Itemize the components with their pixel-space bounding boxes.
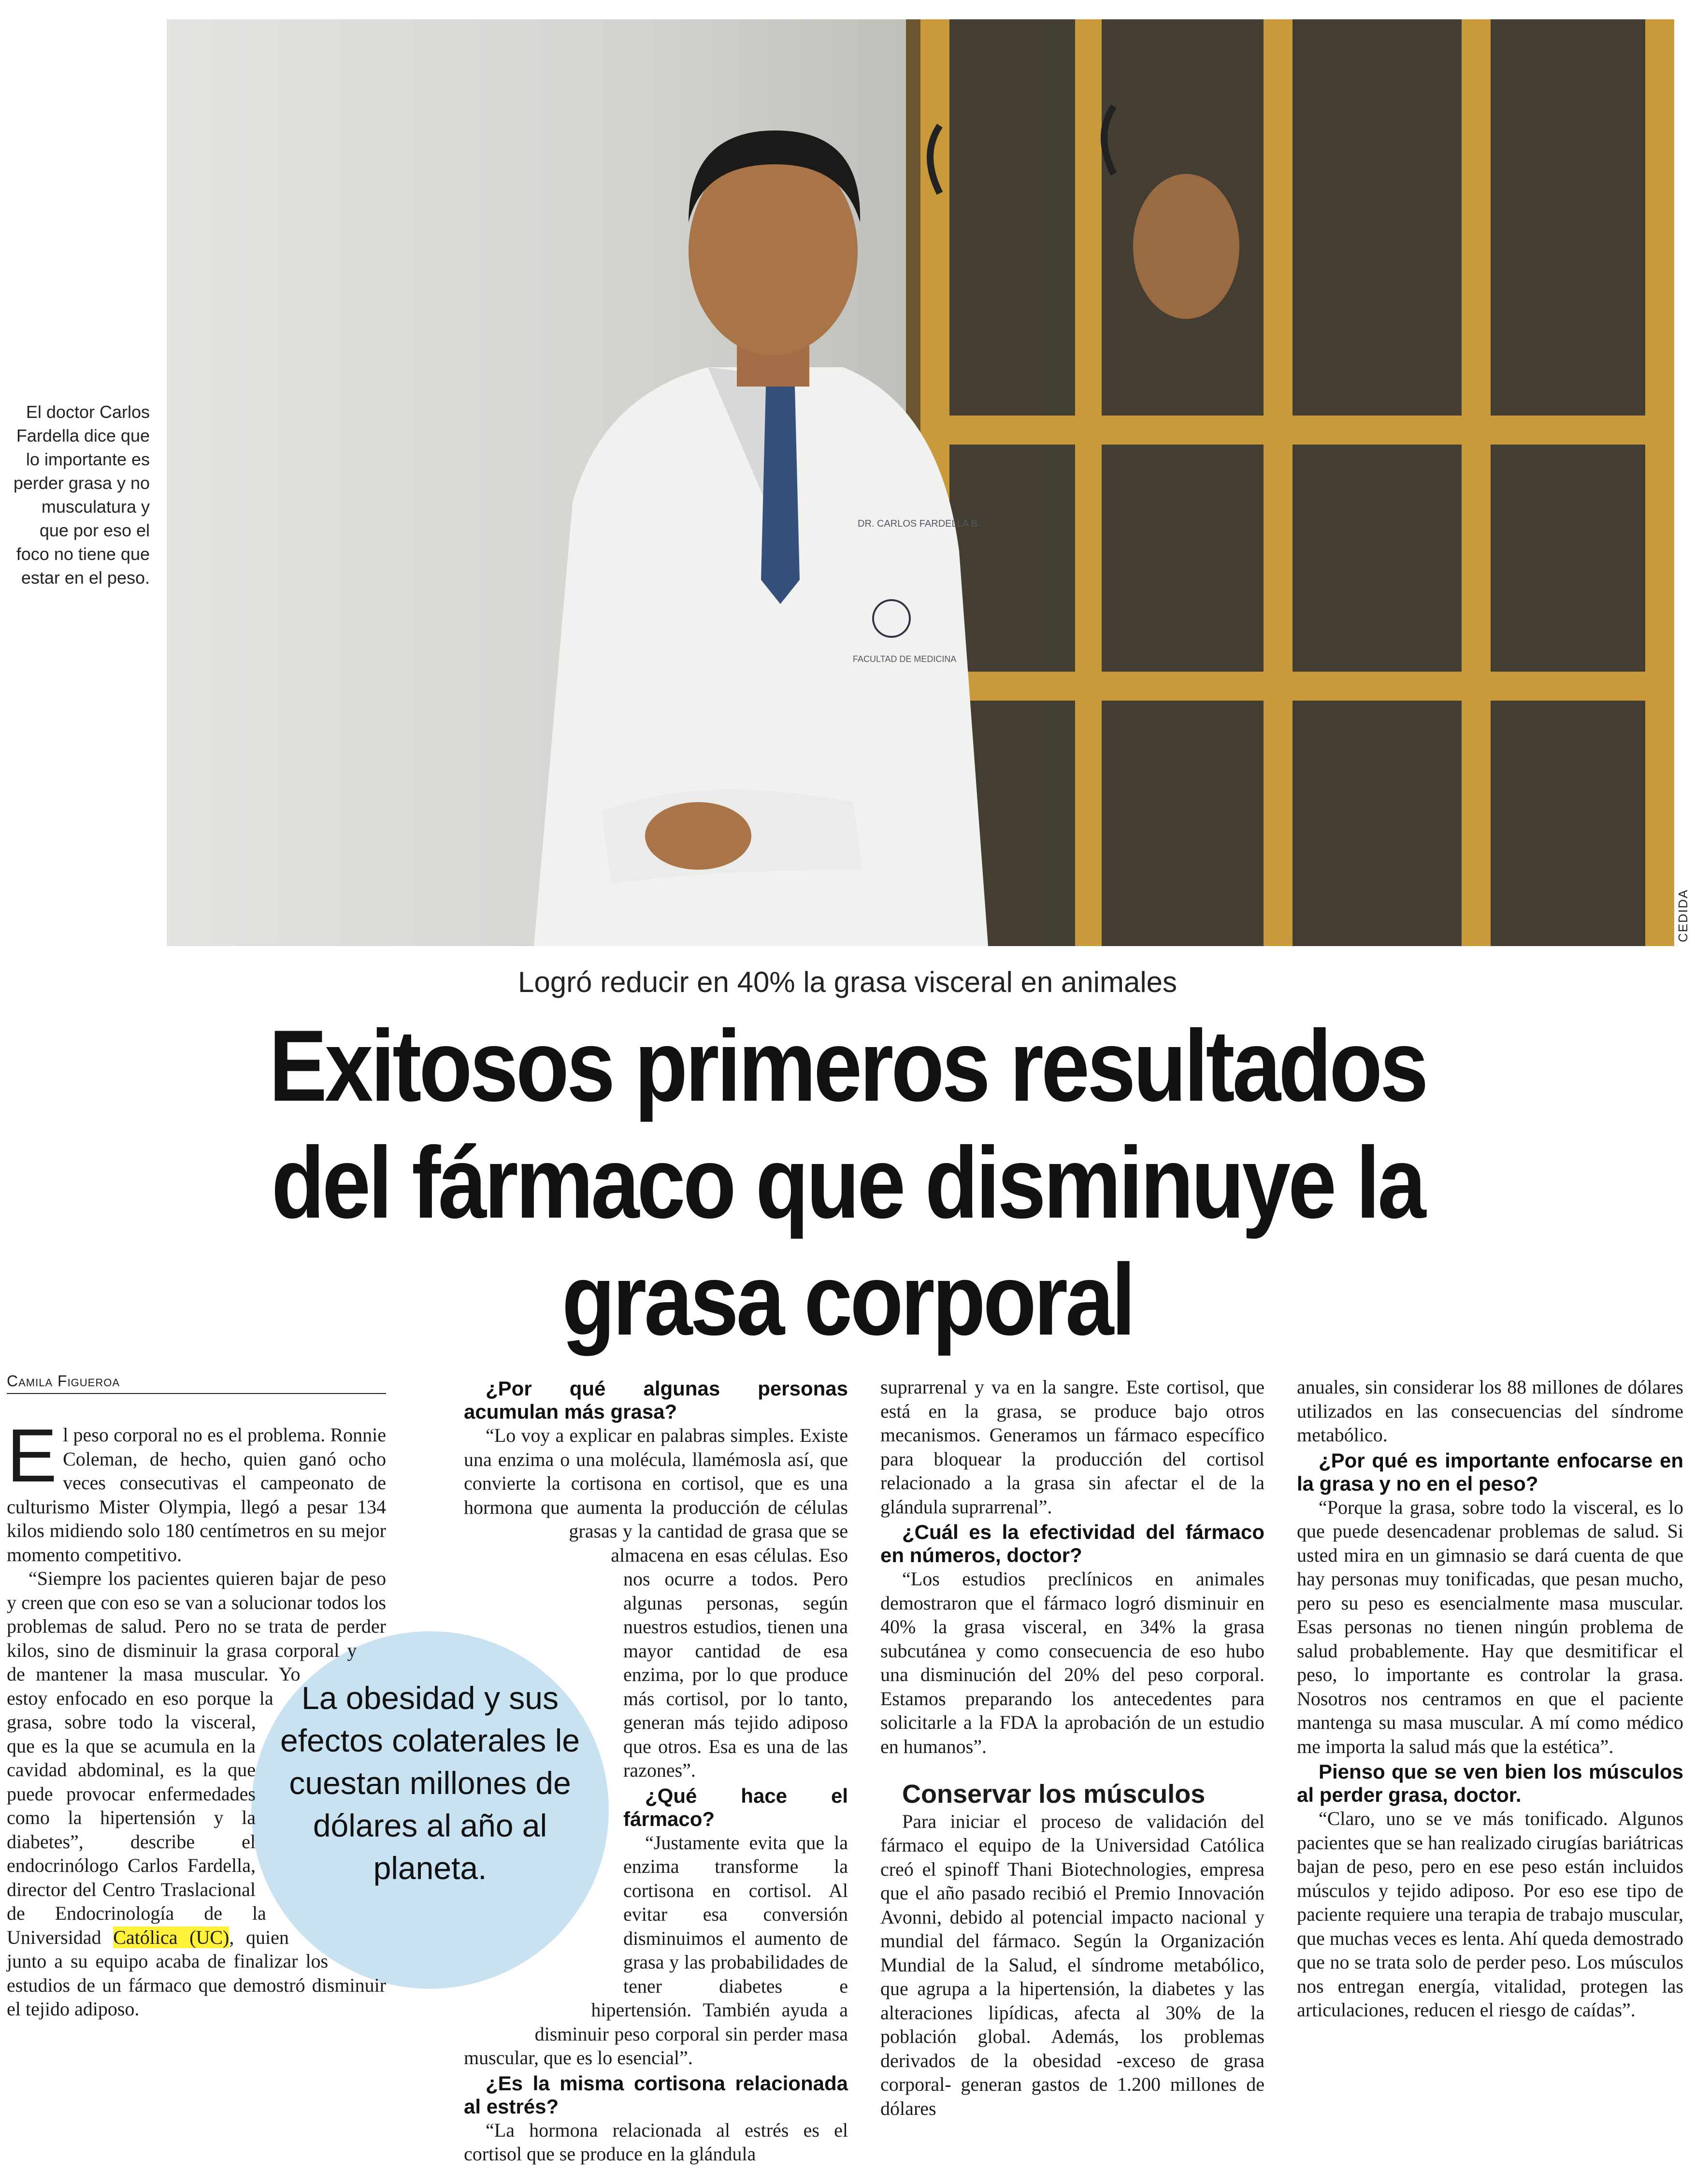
question: ¿Qué hace el fármaco?: [623, 1784, 848, 1830]
answer: “La hormona relacionada al estrés es el cortisol que se produce en la glándula: [464, 2119, 848, 2165]
answer: “Justamente evita que la enzima transforme la cortisona en cortisol. Al evitar esa conversión disminuimos el aumento de grasa y las probabilidades de tener diabetes e hipertensión. También ayuda a disminuir peso corporal sin perder masa muscular, que es lo esencial”.: [464, 1831, 848, 2069]
drop-cap: E: [7, 1414, 57, 1498]
question: ¿Cuál es la efectividad del fármaco en números, doctor?: [880, 1521, 1264, 1566]
kicker: Logró reducir en 40% la grasa visceral en animales: [517, 966, 1178, 998]
highlighted-text: Católica (UC): [113, 1926, 230, 1948]
subheading: Conservar los músculos: [902, 1780, 1206, 1809]
headline: Exitosos primeros resultados del fármaco que disminuye la grasa corporal: [269, 1009, 1426, 1356]
coat-name-embroidery: DR. CARLOS FARDELLA B.: [858, 518, 980, 529]
question: ¿Por qué es importante enfocarse en la grasa y no en el peso?: [1297, 1449, 1683, 1495]
photo-caption: El doctor Carlos Fardella dice que lo importante es perder grasa y no musculatura y que por eso el foco no tiene que estar en el peso.: [13, 402, 150, 588]
answer: “Los estudios preclínicos en animales demostraron que el fármaco logró disminuir en 40% la grasa visceral, en 34% la grasa subcutánea y como consecuencia de eso hubo una disminución del 20% del peso corporal. Estamos preparando los antecedentes para solicitarle a la FDA la aprobación de un estudio en humanos”.: [880, 1568, 1264, 1757]
answer: “Lo voy a explicar en palabras simples. Existe una enzima o una molécula, llamémosla así, que convierte la cortisona en cortisol, que es una hormona que aumenta la producción de células grasas y la cantidad de grasa que se almacena en esas células. Eso nos ocurre a todos. Pero algunas personas, según nuestros estudios, tienen una mayor cantidad de esa enzima, por lo que produce más cortisol, por lo tanto, generan más tejido adiposo que otros. Esa es una de las razones”.: [464, 1423, 848, 1782]
column-3: [880, 1375, 1264, 2120]
question: ¿Por qué algunas personas acumulan más grasa?: [464, 1377, 848, 1423]
pull-quote: La obesidad y sus efectos colaterales le cuestan millones de dólares al año al planeta.: [280, 1680, 580, 1886]
paragraph-continued: anuales, sin considerar los 88 millones de dólares utilizados en las consecuencias del síndrome metabólico.: [1297, 1376, 1683, 1446]
answer: “Porque la grasa, sobre todo la visceral, es lo que puede desencadenar problemas de salud. Si usted mira en un gimnasio se dará cuenta de que hay personas muy tonificadas, que pesan mucho, pero su peso es esencialmente masa muscular. Esas personas no tienen ningún problema de salud probablemente. Hay que desmitificar el peso, lo importante es controlar la grasa. Nosotros nos centramos en que el paciente mantenga su masa muscular. A mí como médico me importa la salud más que la estética”.: [1297, 1496, 1683, 1757]
answer: “Claro, uno se ve más tonificado. Algunos pacientes que se han realizado cirugías bariátricas bajan de peso, pero en ese peso están incluidos músculos y tejido adiposo. Por eso ese tipo de paciente requiere una terapia de trabajo muscular, que muchas veces es lenta. Ahí queda demostrado que no se trata solo de perder peso. Los músculos nos entregan energía, vitalidad, protegen las articulaciones, reducen el riesgo de caídas”.: [1297, 1808, 1683, 2021]
question: Pienso que se ven bien los músculos al perder grasa, doctor.: [1297, 1760, 1683, 1806]
article-photo: [167, 19, 1674, 946]
photo-credit: CEDIDA: [1676, 889, 1690, 942]
paragraph: Para iniciar el proceso de validación del fármaco el equipo de la Universidad Católica creó el spinoff Thani Biotechnologies, empresa que el año pasado recibió el Premio Innovación Avonni, debido al potencial impacto nacional y mundial del fármaco. Según la Organización Mundial de la Salud, el síndrome metabólico, que agrupa a la hipertensión, la diabetes y las alteraciones lipídicas, afecta al 30% de la población global. Además, los problemas derivados de la obesidad -exceso de grasa corporal- generan gastos de 1.200 millones de dólares: [880, 1810, 1264, 2119]
paragraph: “Siempre los pacientes quieren bajar de peso y creen que con eso se van a solucionar todos los problemas de salud. Pero no se trata de perder kilos, sino de disminuir la grasa corporal y de mantener la masa muscular. Yo estoy enfocado en eso porque la grasa, sobre todo la visceral, que es la que se acumula en la cavidad abdominal, es la que puede provocar enfermedades como la hipertensión y la diabetes”, describe el endocrinólogo Carlos Fardella, director del Centro Traslacional de Endocrinología de la Universidad Católica (UC), quien junto a su equipo acaba de finalizar los estudios de un fármaco que demostró disminuir el tejido adiposo.: [7, 1567, 386, 2020]
byline: Camila Figueroa: [7, 1372, 386, 1394]
question: ¿Es la misma cortisona relacionada al estrés?: [464, 2071, 848, 2118]
answer-continued: suprarrenal y va en la sangre. Este cortisol, que está en la grasa, se produce bajo otros mecanismos. Generamos un fármaco específico para bloquear la producción del cortisol relacionado a la grasa sin afectar el de la glándula suprarrenal”.: [880, 1376, 1264, 1518]
doctor-portrait-illustration: [167, 19, 1674, 946]
coat-pocket-text: FACULTAD DE MEDICINA: [853, 654, 957, 664]
column-4: [1297, 1375, 1683, 2022]
lead-paragraph: El peso corporal no es el problema. Ronnie Coleman, de hecho, quien ganó ocho veces consecutivas el campeonato de culturismo Mister Olympia, llegó a pesar 134 kilos midiendo solo 180 centímetros en su mejor momento competitivo.: [7, 1414, 386, 1566]
